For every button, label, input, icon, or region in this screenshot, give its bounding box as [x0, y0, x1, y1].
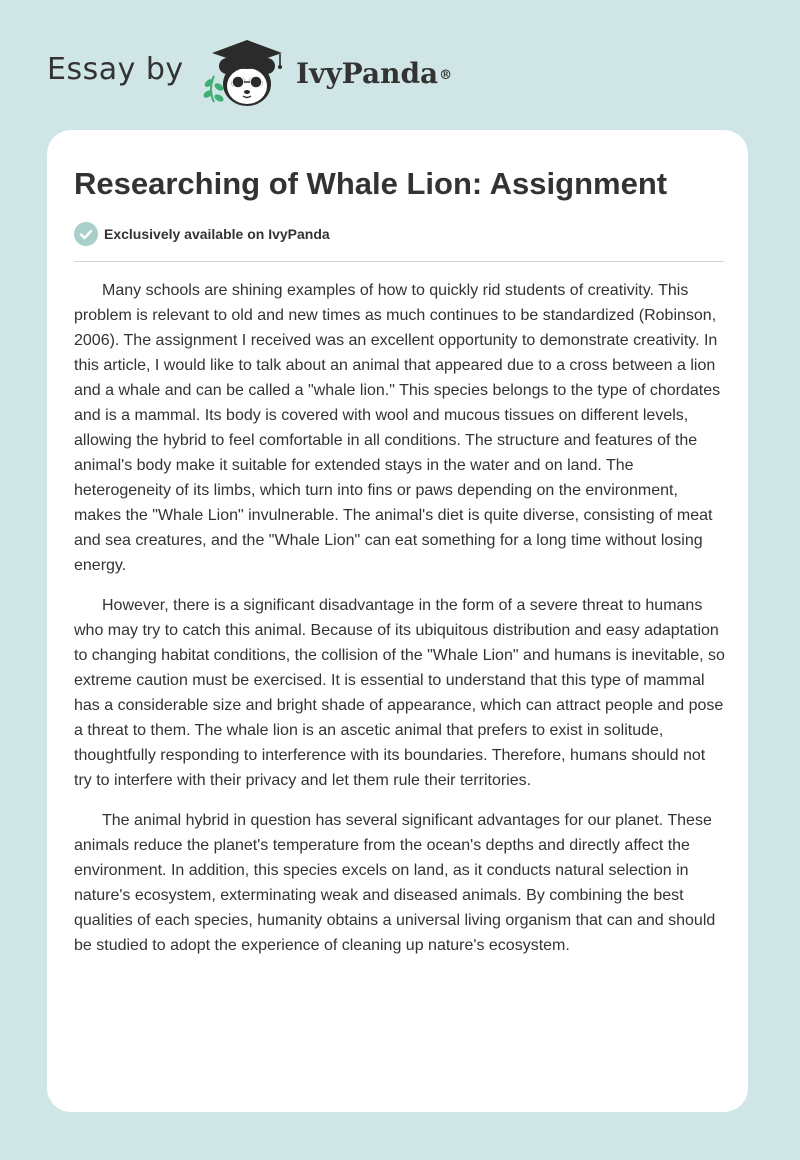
brand-text: IvyPanda [296, 57, 439, 90]
paragraph-3: The animal hybrid in question has several significant advantages for our planet. These animals reduce the planet's temperature from the ocean's depths and directly affect the environment. In addition, this species excels on land, as it conducts natural selection in nature's ecosystem, exterminating weak and diseased animals. By combining the best qualities of each species, humanity obtains a universal living organism that can and should be studied to adopt the experience of cleaning up nature's ecosystem. [74, 812, 716, 954]
essay-by-tagline: Essay by [47, 52, 184, 87]
page-title: Researching of Whale Lion: Assignment [74, 166, 668, 201]
essay-body [74, 278, 727, 973]
brand-name [296, 54, 452, 94]
site-header [0, 0, 800, 120]
title-divider [74, 261, 724, 262]
check-circle-icon [74, 222, 98, 246]
essay-card [47, 130, 748, 1112]
exclusive-badge [74, 221, 330, 247]
badge-label: Exclusively available on IvyPanda [104, 226, 330, 242]
panda-logo-icon [200, 36, 292, 110]
paragraph-1: Many schools are shining examples of how to quickly rid students of creativity. This problem is relevant to old and new times as much continues to be standardized (Robinson, 2006). The assignment I received was an excellent opportunity to demonstrate creativity. In this article, I would like to talk about an animal that appeared due to a cross between a lion and a whale and can be called a "whale lion." This species belongs to the type of chordates and is a mammal. Its body is covered with wool and mucous tissues on different levels, allowing the hybrid to feel comfortable in all conditions. The structure and features of the animal's body make it suitable for extended stays in the water and on land. The heterogeneity of its limbs, which turn into fins or paws depending on the environment, makes the "Whale Lion" invulnerable. The animal's diet is quite diverse, consisting of meat and sea creatures, and the "Whale Lion" can eat something for a long time without losing energy. [74, 282, 721, 574]
registered-mark: ® [439, 68, 453, 83]
paragraph-2: However, there is a significant disadvantage in the form of a severe threat to humans who may try to catch this animal. Because of its ubiquitous distribution and easy adaptation to changing habitat conditions, the collision of the "Whale Lion" and humans is inevitable, so extreme caution must be exercised. It is essential to understand that this type of mammal has a considerable size and bright shade of appearance, which can attract people and pose a threat to them. The whale lion is an ascetic animal that prefers to exist in solitude, thoughtfully responding to interference with its boundaries. Therefore, humans should not try to interfere with their privacy and let them rule their territories. [74, 597, 725, 789]
